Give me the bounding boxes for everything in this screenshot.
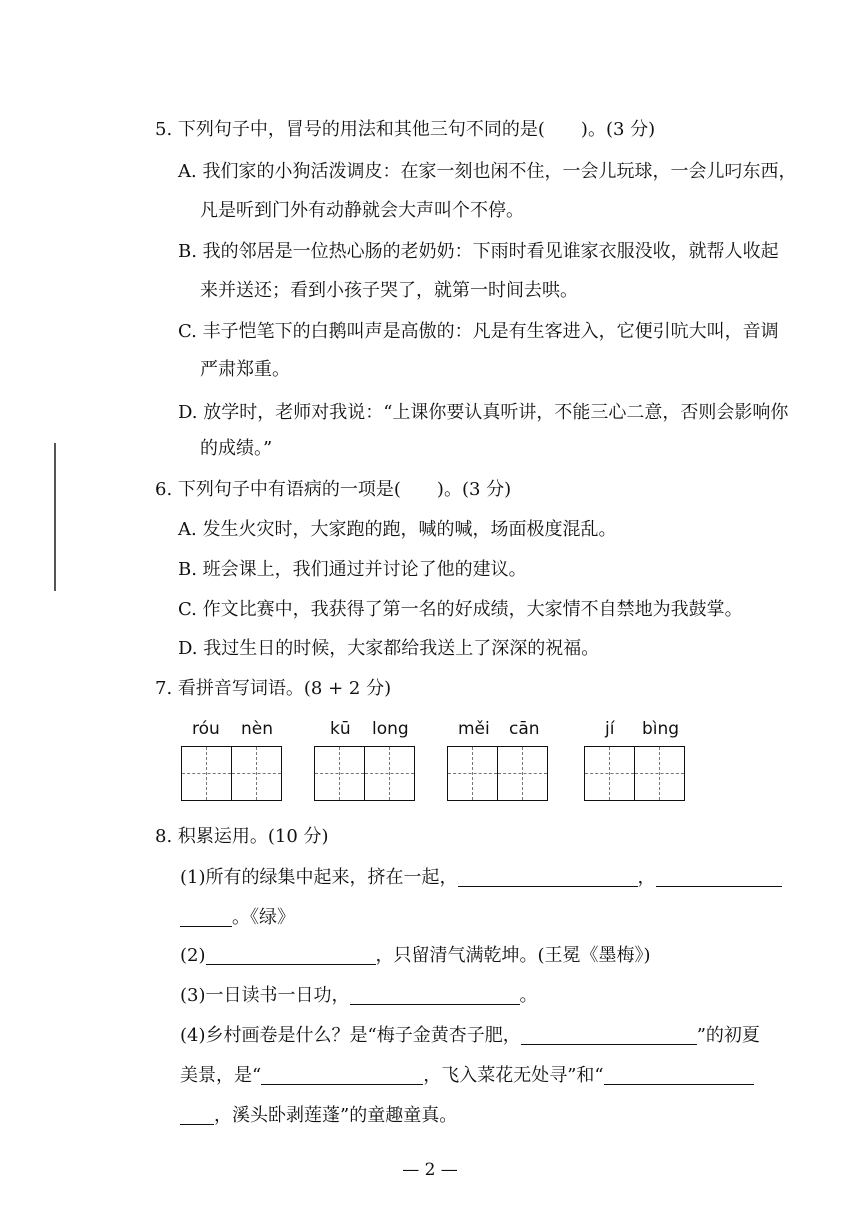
character-cell[interactable] xyxy=(448,747,497,800)
q6-option-c: C. 作文比赛中，我获得了第一名的好成绩，大家情不自禁地为我鼓掌。 xyxy=(178,599,743,620)
q5-option-b-line2: 来并送还；看到小孩子哭了，就第一时间去哄。 xyxy=(200,280,578,301)
q6-option-d: D. 我过生日的时候，大家都给我送上了深深的祝福。 xyxy=(178,638,600,659)
writing-grid xyxy=(314,746,415,801)
fill-in-blank[interactable] xyxy=(180,906,232,927)
pinyin-label: měi cān xyxy=(458,719,540,739)
character-cell[interactable] xyxy=(497,747,547,800)
character-cell[interactable] xyxy=(315,747,364,800)
binding-margin-line xyxy=(54,443,56,591)
pinyin-label: róu nèn xyxy=(192,719,274,739)
q5-option-a-line2: 凡是听到门外有动静就会大声叫个不停。 xyxy=(200,200,524,221)
character-cell[interactable] xyxy=(231,747,281,800)
fill-in-blank[interactable] xyxy=(656,866,782,887)
writing-grid xyxy=(447,746,548,801)
fill-in-blank[interactable] xyxy=(604,1064,754,1085)
character-cell[interactable] xyxy=(364,747,414,800)
q5-option-a-line1: A. 我们家的小狗活泼调皮：在家一刻也闲不住，一会儿玩球，一会儿叼东西， xyxy=(178,161,797,182)
fill-in-blank[interactable] xyxy=(458,866,638,887)
q8-item-2: (2) ，只留清气满乾坤。(王冕《墨梅》) xyxy=(180,945,651,966)
q5-option-c-line2: 严肃郑重。 xyxy=(200,359,290,380)
question-8-stem: 8. 积累运用。(10 分) xyxy=(155,826,329,847)
character-cell[interactable] xyxy=(634,747,684,800)
fill-in-blank[interactable] xyxy=(206,944,376,965)
fill-in-blank[interactable] xyxy=(180,1104,214,1125)
question-5-stem: 5. 下列句子中，冒号的用法和其他三句不同的是( )。(3 分) xyxy=(155,119,656,140)
fill-in-blank[interactable] xyxy=(261,1064,423,1085)
pinyin-label: kū long xyxy=(330,719,409,739)
q6-option-a: A. 发生火灾时，大家跑的跑，喊的喊，场面极度混乱。 xyxy=(178,519,617,540)
q8-item-1-line2: 。《绿》 xyxy=(180,906,295,930)
q8-item-4-line3: ，溪头卧剥莲蓬”的童趣童真。 xyxy=(180,1104,457,1128)
q8-item-4-line1: (4)乡村画卷是什么？是“梅子金黄杏子肥， ”的初夏 xyxy=(180,1025,760,1046)
pinyin-label: jí bìng xyxy=(605,719,680,739)
q5-option-c-line1: C. 丰子恺笔下的白鹅叫声是高傲的：凡是有生客进入，它便引吭大叫，音调 xyxy=(178,321,779,342)
character-cell[interactable] xyxy=(182,747,231,800)
character-cell[interactable] xyxy=(585,747,634,800)
q8-item-1-line1: (1)所有的绿集中起来，挤在一起， ， xyxy=(180,866,782,890)
q8-item-3: (3)一日读书一日功， 。 xyxy=(180,985,538,1006)
fill-in-blank[interactable] xyxy=(350,984,520,1005)
writing-grid xyxy=(584,746,685,801)
question-6-stem: 6. 下列句子中有语病的一项是( )。(3 分) xyxy=(155,479,512,500)
q5-option-d-line2: 的成绩。” xyxy=(200,438,273,459)
fill-in-blank[interactable] xyxy=(521,1024,697,1045)
q5-option-b-line1: B. 我的邻居是一位热心肠的老奶奶：下雨时看见谁家衣服没收，就帮人收起 xyxy=(178,241,779,262)
q8-item-4-line2: 美景，是“ ，飞入菜花无处寻”和“ xyxy=(180,1064,754,1088)
q5-option-d-line1: D. 放学时，老师对我说：“上课你要认真听讲，不能三心二意，否则会影响你 xyxy=(178,402,789,423)
q6-option-b: B. 班会课上，我们通过并讨论了他的建议。 xyxy=(178,559,527,580)
question-7-stem: 7. 看拼音写词语。(8 + 2 分) xyxy=(155,678,392,699)
writing-grid xyxy=(181,746,282,801)
page-number: — 2 — xyxy=(402,1160,458,1180)
